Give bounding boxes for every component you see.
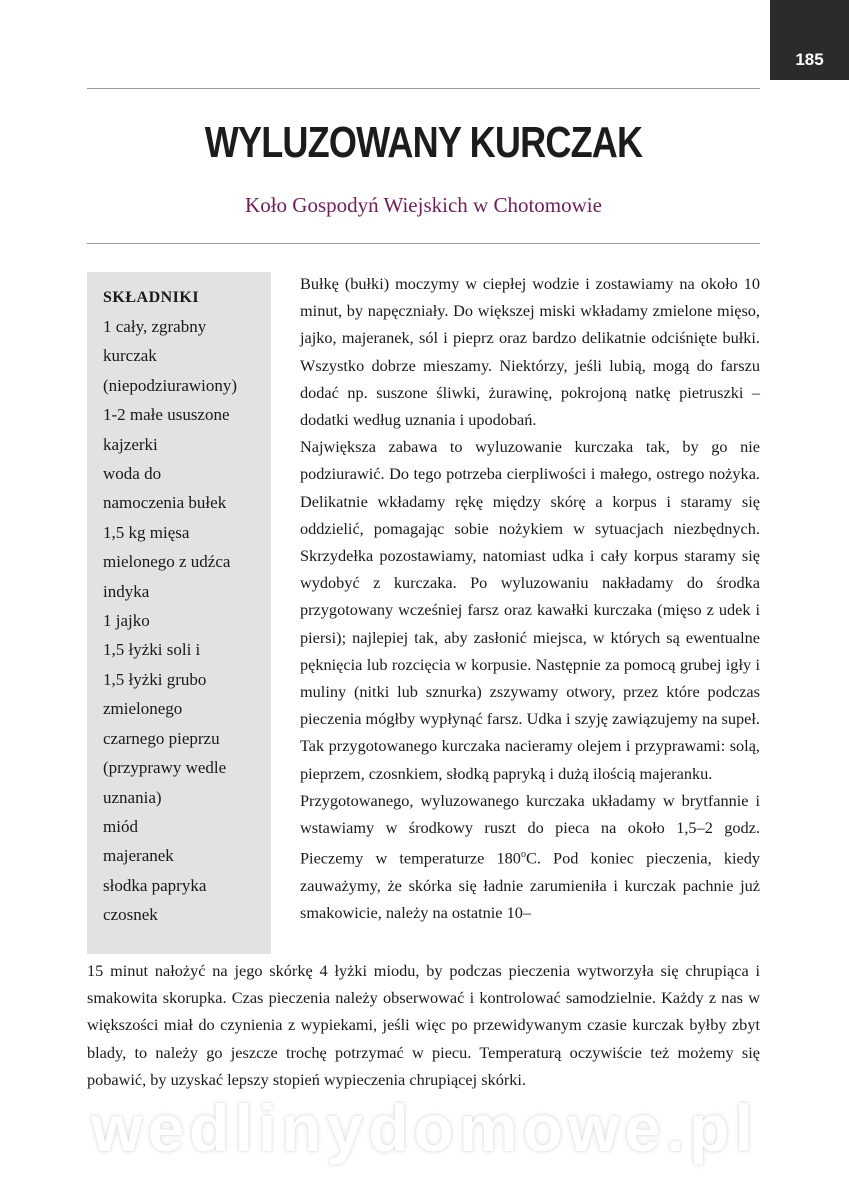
header-rule-bottom (87, 243, 760, 244)
method-paragraph-3-end: 15 minut nałożyć na jego skórkę 4 łyżki miodu, by podczas pieczenia wytworzyła się chrupiąca i smakowita skorupka. Czas pieczenia należy obserwować i kontrolować samodzielnie. Każdy z nas w większości miał do czynienia z wypiekami, jeśli więc po przewidywanym czasie kurczak byłby zbyt blady, to należy go jeszcze trochę potrzymać w piecu. Temperaturą oczywiście też możemy się pobawić, by uzyskać lepszy stopień wypieczenia chrupiącej skórki. (87, 961, 760, 1089)
page-number-tab (770, 0, 849, 80)
ingredients-box (87, 272, 271, 954)
ingredient-item: 1-2 małe ususzone (103, 405, 230, 425)
ingredient-item: majeranek (103, 846, 174, 866)
method-paragraph-2: Największa zabawa to wyluzowanie kurczaka tak, by go nie podziurawić. Do tego potrzeba cierpliwości i małego, ostrego nożyka. Delikatnie wkładamy rękę między skórę a korpus i staramy się oddzielić, pomagając sobie nożykiem w sytuacjach niezbędnych. Skrzydełka pozostawiamy, natomiast udka i cały korpus staramy się wydobyć z kurczaka. Po wyluzowaniu nakładamy do środka przygotowany wcześniej farsz oraz kawałki kurczaka (mięso z udek i piersi); najlepiej tak, aby zasłonić miejsca, w których są ewentualne pęknięcia lub rozcięcia w korpusie. Następnie za pomocą grubej igły i muliny (nitki lub sznurka) zszywamy otwory, przez które podczas pieczenia mógłby wypłynąć farsz. Udka i szyję zawiązujemy na supeł. Tak przygotowanego kurczaka nacieramy olejem i przyprawami: solą, pieprzem, czosnkiem, słodką papryką i dużą ilością majeranku. (300, 437, 760, 783)
method-paragraph-3-text-a: Przygotowanego, wyluzowanego kurczaka układamy w brytfannie i wstawiamy w środkowy ruszt do pieca na około 1,5–2 godz. Pieczemy w temperaturze 180 (300, 790, 760, 868)
ingredient-item: 1,5 łyżki soli i (103, 640, 201, 660)
ingredient-item: (niepodziurawiony) (103, 375, 238, 395)
method-paragraph-3-start (300, 787, 760, 926)
degree-superscript: o (520, 849, 526, 861)
ingredient-item: (przyprawy wedle (103, 758, 227, 778)
watermark: wedlinydomowe.pl (91, 1091, 758, 1165)
method-paragraph-3-text-b: C. Pod koniec pieczenia, kiedy zauważymy, że skórka się ładnie zarumieniła i kurczak pachnie już smakowicie, należy na ostatnie 10– (300, 848, 760, 923)
ingredient-item: mielonego z udźca (103, 552, 231, 572)
ingredient-item: czosnek (103, 905, 158, 925)
recipe-author: Koło Gospodyń Wiejskich w Chotomowie (245, 193, 602, 217)
recipe-title: WYLUZOWANY KURCZAK (204, 118, 643, 167)
ingredient-item: słodka papryka (103, 875, 207, 895)
ingredient-item: uznania) (103, 787, 162, 807)
ingredient-item: miód (103, 816, 138, 836)
ingredient-item: 1 cały, zgrabny (103, 317, 207, 336)
ingredient-item: 1,5 kg mięsa (103, 522, 190, 542)
ingredient-item: zmielonego (103, 699, 183, 719)
ingredient-item: woda do (103, 464, 162, 484)
ingredient-item: kurczak (103, 346, 157, 366)
ingredient-item: namoczenia bułek (103, 493, 227, 513)
method-full-width (87, 957, 760, 1093)
ingredient-item: czarnego pieprzu (103, 728, 220, 748)
ingredient-item: 1,5 łyżki grubo (103, 669, 207, 689)
page-number: 185 (795, 50, 824, 69)
header-rule-top (87, 88, 760, 89)
ingredients-list (103, 312, 261, 930)
method-paragraph-1: Bułkę (bułki) moczymy w ciepłej wodzie i zostawiamy na około 10 minut, by napęczniały. Do większej miski wkładamy zmielone mięso, jajko, majeranek, sól i pieprz oraz bardzo delikatnie odciśnięte bułki. Wszystko dobrze mieszamy. Niektórzy, jeśli lubią, mogą do farszu dodać np. suszone śliwki, żurawinę, pokrojoną natkę pietruszki – dodatki według uznania i upodobań. (300, 274, 760, 430)
ingredient-item: indyka (103, 581, 150, 601)
method-column (300, 270, 760, 926)
ingredient-item: kajzerki (103, 434, 158, 454)
ingredients-heading: SKŁADNIKI (103, 289, 200, 306)
ingredient-item: 1 jajko (103, 611, 150, 631)
